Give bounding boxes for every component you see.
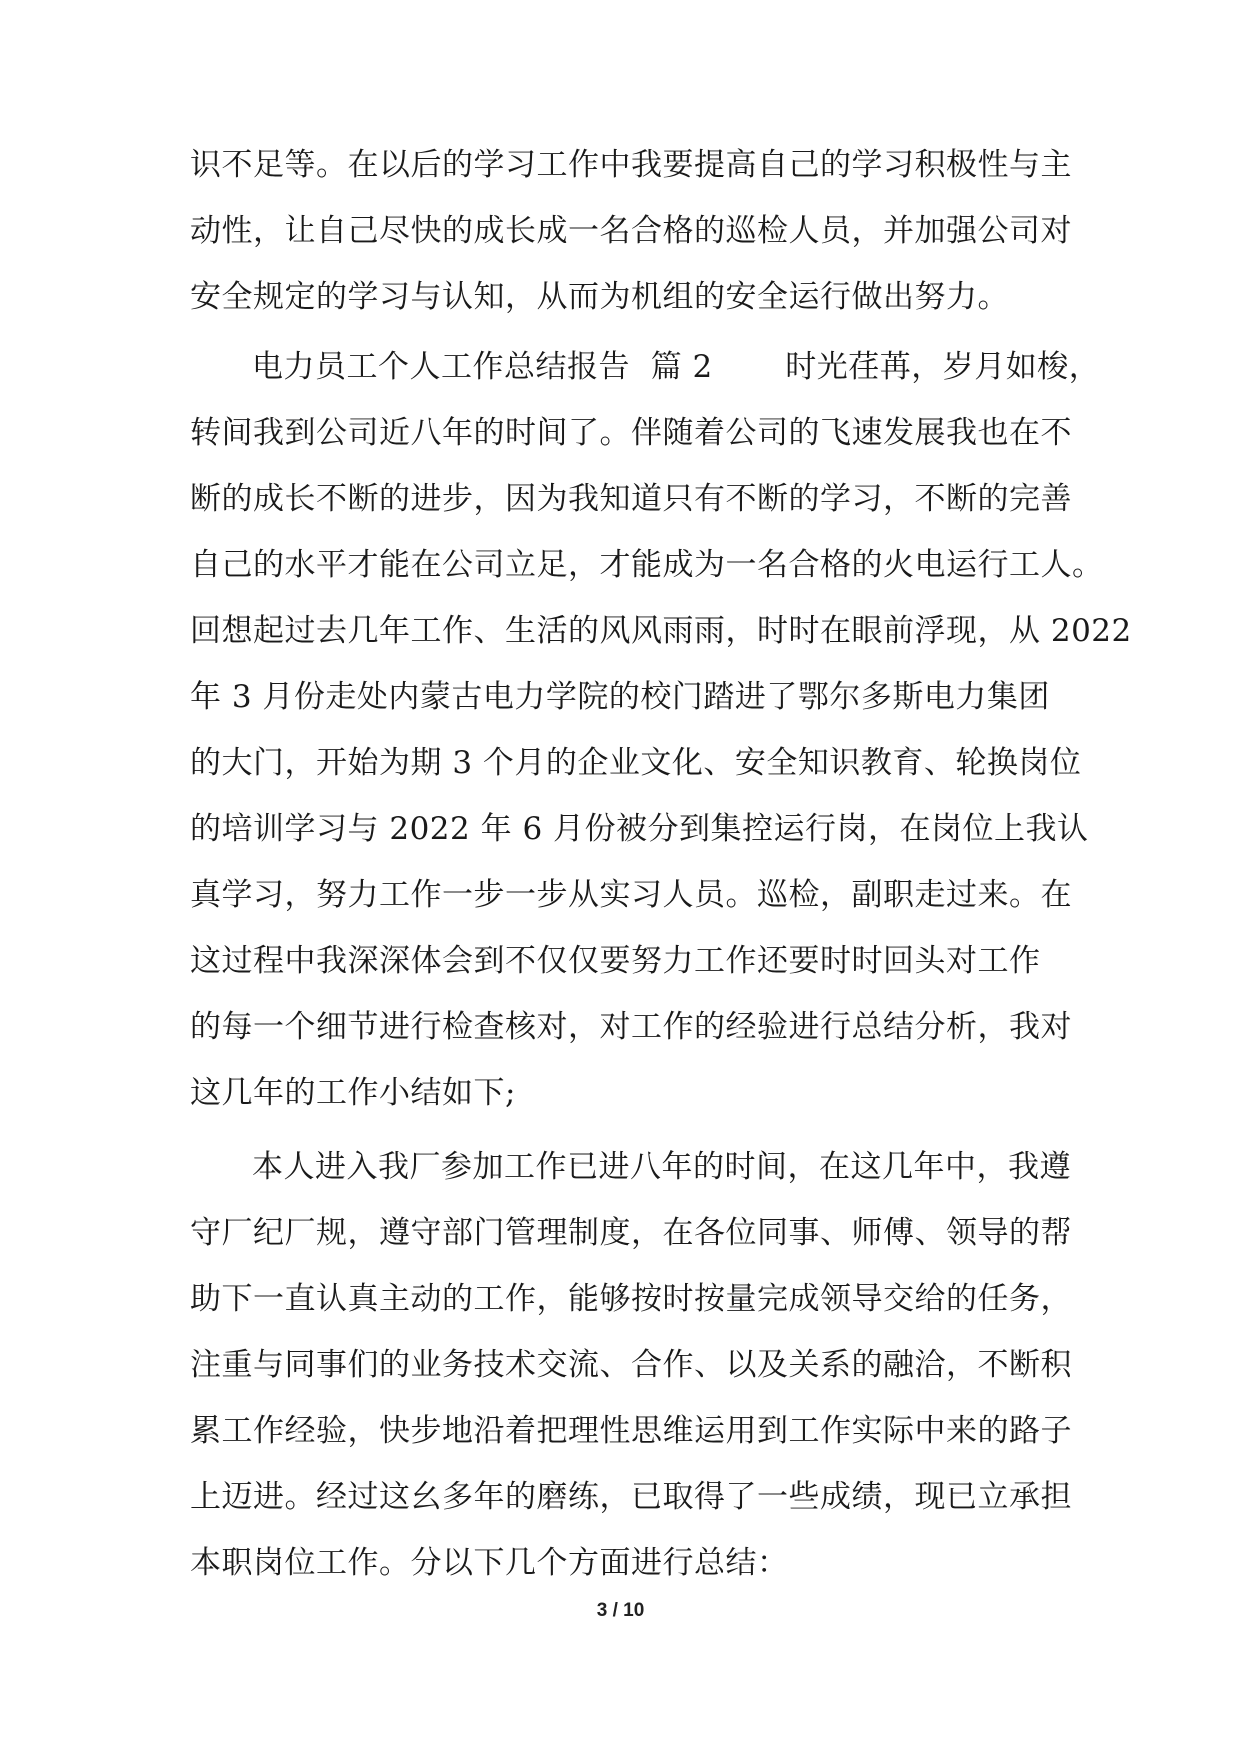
paragraph-line: 的培训学习与 2022 年 6 月份被分到集控运行岗，在岗位上我认 <box>190 811 1089 847</box>
paragraph-line: 注重与同事们的业务技术交流、合作、以及关系的融洽，不断积 <box>190 1347 1072 1383</box>
paragraph-line: 识不足等。在以后的学习工作中我要提高自己的学习积极性与主 <box>190 147 1072 183</box>
page-number: 3 / 10 <box>596 1600 645 1621</box>
paragraph-line: 本人进入我厂参加工作已进八年的时间，在这几年中，我遵 <box>252 1149 1071 1185</box>
paragraph-line: 的大门，开始为期 3 个月的企业文化、安全知识教育、轮换岗位 <box>190 745 1082 781</box>
paragraph-line: 累工作经验，快步地沿着把理性思维运用到工作实际中来的路子 <box>190 1413 1072 1449</box>
paragraph-line: 自己的水平才能在公司立足，才能成为一名合格的火电运行工人。 <box>190 547 1104 583</box>
paragraph-line: 年 3 月份走处内蒙古电力学院的校门踏进了鄂尔多斯电力集团 <box>190 679 1050 715</box>
paragraph-line: 守厂纪厂规，遵守部门管理制度，在各位同事、师傅、领导的帮 <box>190 1215 1072 1251</box>
paragraph-line: 断的成长不断的进步，因为我知道只有不断的学习，不断的完善 <box>190 481 1072 517</box>
paragraph-3 <box>190 1134 1072 1596</box>
paragraph-1 <box>190 132 1072 330</box>
paragraph-line: 真学习，努力工作一步一步从实习人员。巡检，副职走过来。在 <box>190 877 1072 913</box>
paragraph-line: 上迈进。经过这幺多年的磨练，已取得了一些成绩，现已立承担 <box>190 1479 1072 1515</box>
paragraph-line: 安全规定的学习与认知，从而为机组的安全运行做出努力。 <box>190 279 1009 315</box>
paragraph-line: 回想起过去几年工作、生活的风风雨雨，时时在眼前浮现，从 2022 <box>190 613 1132 649</box>
section-heading-line: 电力员工个人工作总结报告 篇 2 时光荏苒，岁月如梭， <box>252 349 1101 385</box>
paragraph-line: 这几年的工作小结如下; <box>190 1075 516 1111</box>
paragraph-line: 这过程中我深深体会到不仅仅要努力工作还要时时回头对工作 <box>190 943 1041 979</box>
paragraph-line: 动性，让自己尽快的成长成一名合格的巡检人员，并加强公司对 <box>190 213 1072 249</box>
paragraph-2 <box>190 334 1132 1126</box>
paragraph-line: 的每一个细节进行检查核对，对工作的经验进行总结分析，我对 <box>190 1009 1072 1045</box>
paragraph-line: 助下一直认真主动的工作，能够按时按量完成领导交给的任务， <box>190 1281 1072 1317</box>
paragraph-line: 转间我到公司近八年的时间了。伴随着公司的飞速发展我也在不 <box>190 415 1072 451</box>
paragraph-line: 本职岗位工作。分以下几个方面进行总结： <box>190 1545 789 1581</box>
